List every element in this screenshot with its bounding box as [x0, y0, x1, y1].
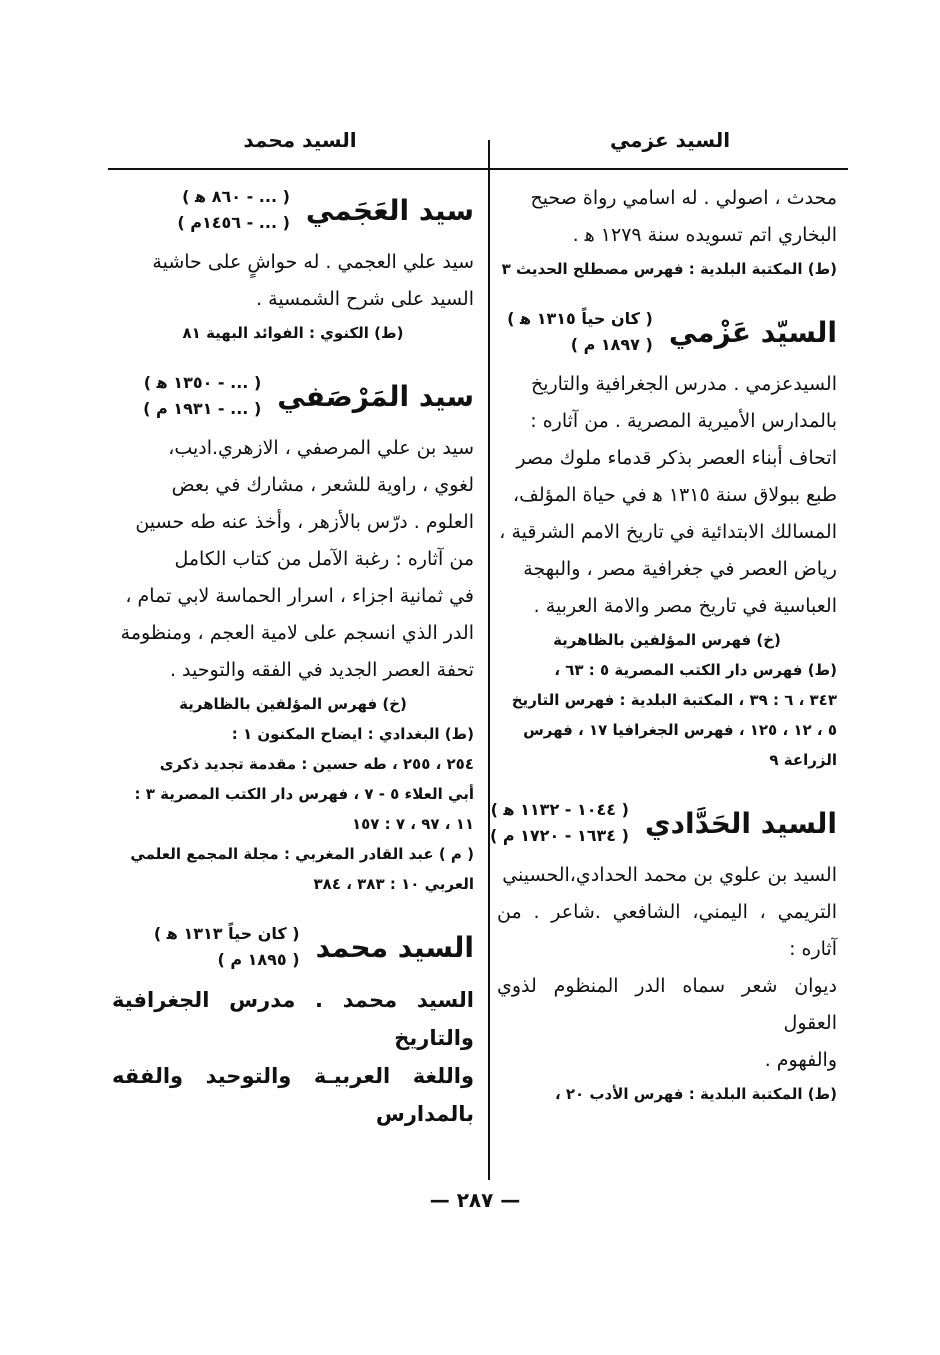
text-line: واللغة العربيـة والتوحيد والفقه بالمدارس — [112, 1064, 474, 1126]
left-column — [112, 180, 474, 1133]
hijri-date: ( ... - ٨٦٠ ﻫ ) — [182, 187, 290, 206]
text-line: السيد بن علوي بن محمد الحدادي،الحسيني — [502, 864, 837, 886]
entry-dates — [490, 797, 629, 849]
text-line: تحفة العصر الجديد في الفقه والتوحيد . — [169, 659, 474, 681]
entry-heading-azmi — [497, 306, 837, 358]
text-line: البخاري اتم تسويده سنة ١٢٧٩ ﻫ . — [572, 224, 837, 246]
hijri-date: ( كان حياً ١٣١٣ ﻫ ) — [153, 924, 300, 943]
right-column — [489, 180, 837, 1109]
text-line: الدر الذي انسجم على لامية العجم ، ومنظومة — [120, 622, 474, 644]
text-line: بالمدارس الأميرية المصرية . من آثاره : — [530, 410, 837, 432]
reference-line: ( م ) عبد القادر المغربي : مجلة المجمع العلمي — [130, 845, 474, 863]
entry-name: السيّد عَزْمي — [668, 315, 837, 349]
reference-line: (خ) فهرس المؤلفين بالظاهرية — [179, 695, 407, 713]
text-line: والفهوم . — [764, 1049, 837, 1071]
text-line: العلوم . درّس بالأزهر ، وأخذ عنه طه حسين — [135, 511, 474, 533]
text-line: اتحاف أبناء العصر بذكر قدماء ملوك مصر — [516, 447, 837, 469]
text-line: العباسية في تاريخ مصر والامة العربية . — [533, 595, 837, 617]
text-line: السيدعزمي . مدرس الجغرافية والتاريخ — [530, 373, 837, 395]
text-line: ديوان شعر سماه الدر المنظوم لذوي العقول — [497, 975, 837, 1034]
hijri-date: ( كان حياً ١٣١٥ ﻫ ) — [507, 309, 653, 328]
text-line: رياض العصر في جغرافية مصر ، والبهجة — [523, 558, 837, 580]
reference-line: ٣٤٣ ، ٦ : ٣٩ ، المكتبة البلدية : فهرس التاريخ — [511, 691, 837, 709]
reference-line: (ط) المكتبة البلدية : فهرس الأدب ٢٠ ، — [554, 1085, 837, 1103]
entry-heading-marsafi — [112, 370, 474, 422]
text-line: السيد محمد . مدرس الجغرافية والتاريخ — [112, 988, 474, 1050]
entry-name: السيد محمد — [315, 930, 474, 964]
reference-line: (ط) فهرس دار الكتب المصرية ٥ : ٦٣ ، — [554, 661, 837, 679]
hijri-date: ( ... - ١٣٥٠ ﻫ ) — [143, 373, 262, 392]
reference-line: (ط) البغدادي : ايضاح المكنون ١ : — [231, 725, 474, 743]
text-line: سيد علي العجمي . له حواشٍ على حاشية — [152, 251, 474, 273]
reference-line: (خ) فهرس المؤلفين بالظاهرية — [553, 631, 781, 649]
entry-heading-haddadi — [489, 797, 837, 849]
running-header-right: السيد عزمي — [609, 128, 731, 152]
text-line: المسالك الابتدائية في تاريخ الامم الشرقية ، — [499, 521, 837, 543]
gregorian-date: ( ... - ١٤٥٦م ) — [177, 213, 290, 232]
reference-line: (ط) الكنوي : الفوائد البهية ٨١ — [182, 324, 404, 342]
entry-dates — [154, 921, 300, 973]
text-line: طبع ببولاق سنة ١٣١٥ ﻫ في حياة المؤلف، — [513, 484, 837, 506]
text-line: سيد بن علي المرصفي ، الازهري.اديب، — [168, 437, 474, 459]
gregorian-date: ( ١٦٣٤ - ١٧٢٠ م ) — [489, 826, 629, 845]
reference-line: ١١ ، ٩٧ ، ٧ : ١٥٧ — [351, 815, 474, 833]
text-line: لغوي ، راوية للشعر ، مشارك في بعض — [171, 474, 474, 496]
page-number: — ٢٨٧ — — [429, 1188, 521, 1212]
text-line: محدث ، اصولي . له اسامي رواة صحيح — [530, 187, 837, 209]
text-line: التريمي ، اليمني، الشافعي .شاعر . من آثاره : — [497, 901, 837, 960]
reference-line: العربي ١٠ : ٣٨٣ ، ٣٨٤ — [313, 875, 474, 893]
column-divider — [488, 140, 490, 1180]
entry-dates — [143, 370, 261, 422]
reference-line: أبي العلاء ٥ - ٧ ، فهرس دار الكتب المصرية ٣ : — [134, 785, 474, 803]
header-rule — [108, 168, 848, 170]
entry-dates — [177, 184, 290, 236]
gregorian-date: ( ١٨٩٧ م ) — [570, 335, 653, 354]
hijri-date: ( ١٠٤٤ - ١١٣٢ ﻫ ) — [490, 800, 629, 819]
entry-heading-muhammad — [112, 921, 474, 973]
text-line: في ثمانية اجزاء ، اسرار الحماسة لابي تمام ، — [125, 585, 474, 607]
reference-line: الزراعة ٩ — [769, 751, 837, 769]
running-header-left: السيد محمد — [243, 128, 357, 152]
entry-heading-ajami — [112, 184, 474, 236]
reference-line: ٥ ، ١٢ ، ١٢٥ ، فهرس الجغرافيا ١٧ ، فهرس — [523, 721, 837, 739]
gregorian-date: ( ١٨٩٥ م ) — [217, 950, 300, 969]
reference-line: (ط) المكتبة البلدية : فهرس مصطلح الحديث ٣ — [501, 260, 837, 278]
entry-name: سيد العَجَمي — [305, 193, 474, 227]
entry-name: السيد الحَدَّادي — [644, 806, 837, 840]
reference-line: ٢٥٤ ، ٢٥٥ ، طه حسين : مقدمة تجديد ذكرى — [159, 755, 474, 773]
gregorian-date: ( ... - ١٩٣١ م ) — [143, 399, 262, 418]
text-line: السيد على شرح الشمسية . — [256, 288, 474, 310]
entry-name: سيد المَرْصَفي — [277, 379, 474, 413]
entry-dates — [507, 306, 653, 358]
text-line: من آثاره : رغبة الآمل من كتاب الكامل — [174, 548, 474, 570]
